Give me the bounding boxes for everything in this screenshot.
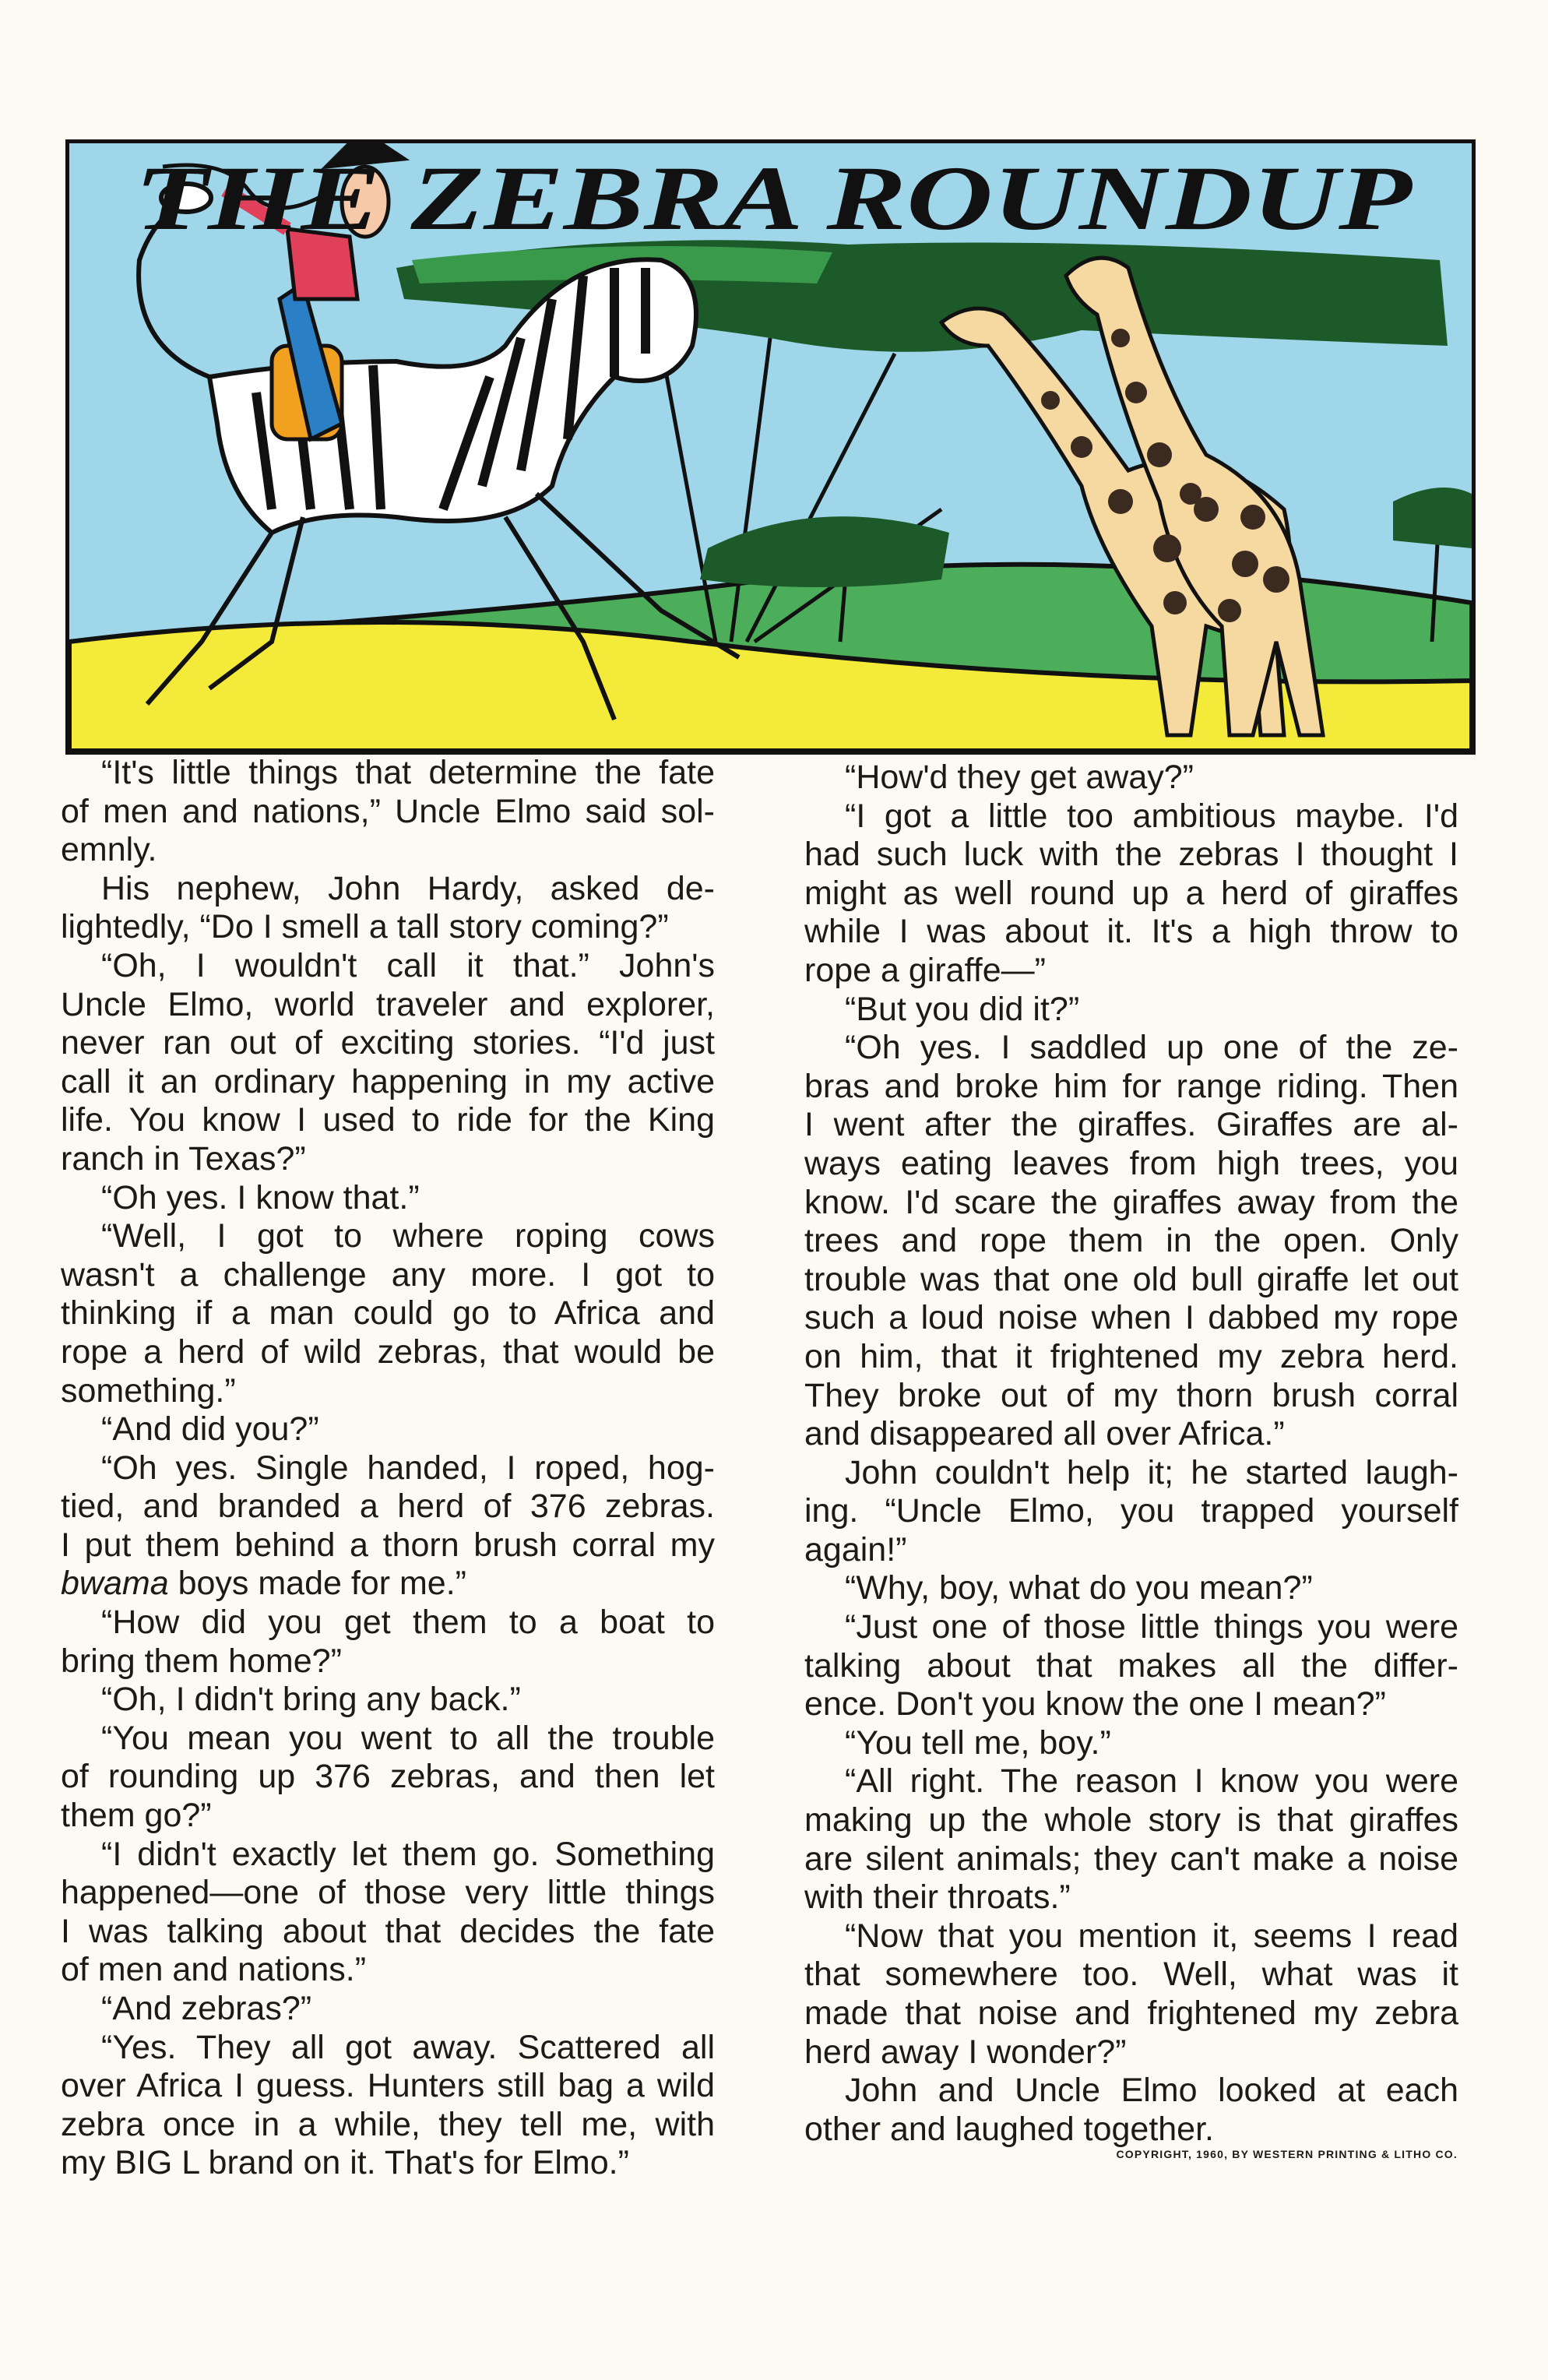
text-line: ranch in Texas?” xyxy=(61,1139,306,1178)
text-line: “You mean you went to all the trouble xyxy=(101,1719,715,1757)
text-line: thinking if a man could go to Africa and xyxy=(61,1294,715,1333)
text-line: trees and rope them in the open. Only xyxy=(804,1222,1458,1260)
text-line: “Oh yes. I know that.” xyxy=(101,1178,420,1216)
text-line: “Yes. They all got away. Scattered all xyxy=(101,2028,715,2066)
text-line: happened—one of those very little things xyxy=(61,1874,715,1912)
text-line: that somewhere too. Well, what was it xyxy=(804,1956,1458,1994)
paragraph xyxy=(804,2072,1458,2149)
text-line: on him, that it frightened my zebra herd. xyxy=(804,1337,1458,1375)
text-line: such a loud noise when I dabbed my rope xyxy=(804,1299,1458,1337)
paragraph xyxy=(804,1917,1458,2072)
text-line: ence. Don't you know the one I mean?” xyxy=(804,1685,1386,1723)
text-line: bwama boys made for me.” xyxy=(61,1565,466,1603)
text-line: John couldn't help it; he started laugh- xyxy=(845,1453,1458,1491)
text-line: had such luck with the zebras I thought I xyxy=(804,836,1458,874)
text-line: “And zebras?” xyxy=(101,1990,312,2027)
text-line: I was talking about that decides the fate xyxy=(61,1912,715,1950)
text-line: “Oh yes. Single handed, I roped, hog- xyxy=(101,1449,715,1487)
text-line: Uncle Elmo, world traveler and explorer, xyxy=(61,985,715,1023)
text-line: “I didn't exactly let them go. Something xyxy=(101,1835,715,1873)
paragraph xyxy=(804,1454,1458,1570)
text-line: talking about that makes all the differ- xyxy=(804,1646,1458,1685)
text-line: call it an ordinary happening in my active xyxy=(61,1062,715,1100)
text-line: ing. “Uncle Elmo, you trapped yourself xyxy=(804,1492,1458,1530)
paragraph xyxy=(61,1990,715,2029)
text-line: “How'd they get away?” xyxy=(845,759,1194,796)
text-line: “You tell me, boy.” xyxy=(845,1723,1111,1762)
paragraph xyxy=(61,2029,715,2183)
text-line: bring them home?” xyxy=(61,1642,342,1680)
text-line: “Oh, I wouldn't call it that.” John's xyxy=(101,946,715,984)
text-line: lightedly, “Do I smell a tall story coming?” xyxy=(61,908,669,946)
text-line: life. You know I used to ride for the King xyxy=(61,1101,715,1139)
copyright-notice: COPYRIGHT, 1960, BY WESTERN PRINTING & LITHO CO. xyxy=(1116,2148,1458,2160)
text-line: bras and broke him for range riding. Then xyxy=(804,1067,1458,1105)
text-line: “Oh yes. I saddled up one of the ze- xyxy=(845,1029,1458,1067)
paragraph xyxy=(61,1720,715,1836)
text-line: my BIG L brand on it. That's for Elmo.” xyxy=(61,2144,629,2182)
paragraph xyxy=(804,1608,1458,1724)
paragraph xyxy=(804,1029,1458,1454)
text-line: might as well round up a herd of giraffes xyxy=(804,874,1458,912)
paragraph xyxy=(61,1681,715,1720)
story-title: THE ZEBRA ROUNDUP xyxy=(135,147,1413,249)
text-line: I went after the giraffes. Giraffes are al- xyxy=(804,1106,1458,1144)
text-line: them go?” xyxy=(61,1797,212,1835)
text-line: over Africa I guess. Hunters still bag a wild xyxy=(61,2067,715,2105)
paragraph xyxy=(804,797,1458,991)
paragraph xyxy=(804,1724,1458,1763)
text-line: other and laughed together. xyxy=(804,2110,1214,2148)
paragraph xyxy=(61,1604,715,1681)
paragraph xyxy=(804,759,1458,797)
text-line: wasn't a challenge any more. I got to xyxy=(61,1255,715,1294)
paragraph xyxy=(804,1569,1458,1608)
paragraph xyxy=(61,1179,715,1218)
text-line: of rounding up 376 zebras, and then let xyxy=(61,1758,715,1796)
paragraph xyxy=(61,1410,715,1449)
text-line: herd away I wonder?” xyxy=(804,2033,1127,2071)
italic-word: bwama xyxy=(61,1565,169,1603)
paragraph xyxy=(804,1762,1458,1917)
text-line: trouble was that one old bull giraffe let out xyxy=(804,1260,1458,1298)
paragraph xyxy=(61,754,715,870)
text-line: His nephew, John Hardy, asked de- xyxy=(101,869,715,907)
paragraph xyxy=(61,947,715,1179)
text-line: something.” xyxy=(61,1371,236,1410)
text-line: while I was about it. It's a high throw to xyxy=(804,913,1458,951)
text-line: John and Uncle Elmo looked at each xyxy=(845,2072,1458,2110)
text-line: I put them behind a thorn brush corral my xyxy=(61,1526,715,1564)
text-line: made that noise and frightened my zebra xyxy=(804,1994,1458,2032)
text-line: are silent animals; they can't make a noise xyxy=(804,1840,1458,1878)
text-line: “And did you?” xyxy=(101,1410,319,1449)
text-line: “Now that you mention it, seems I read xyxy=(845,1917,1458,1955)
paragraph xyxy=(61,1836,715,1990)
text-line: again!” xyxy=(804,1530,907,1568)
text-line: and disappeared all over Africa.” xyxy=(804,1415,1285,1453)
story-column-right xyxy=(804,759,1458,2149)
text-line: “All right. The reason I know you were xyxy=(845,1762,1458,1801)
text-line: “I got a little too ambitious maybe. I'd xyxy=(845,797,1458,835)
text-line: zebra once in a while, they tell me, with xyxy=(61,2105,715,2143)
text-line: “How did you get them to a boat to xyxy=(101,1604,715,1642)
text-line: of men and nations,” Uncle Elmo said sol- xyxy=(61,792,715,830)
text-line: “Why, boy, what do you mean?” xyxy=(845,1569,1313,1607)
text-line: “Just one of those little things you were xyxy=(845,1608,1458,1646)
text-line: emnly. xyxy=(61,831,157,869)
text-line: “Oh, I didn't bring any back.” xyxy=(101,1681,521,1719)
text-line: tied, and branded a herd of 376 zebras. xyxy=(61,1488,715,1526)
text-line: “But you did it?” xyxy=(845,990,1080,1028)
paragraph xyxy=(61,1217,715,1410)
text-line: of men and nations.” xyxy=(61,1951,367,1989)
title-illustration-panel xyxy=(65,139,1476,755)
text-line: rope a giraffe—” xyxy=(804,951,1046,989)
story-column-left xyxy=(61,754,715,2183)
paragraph xyxy=(61,1449,715,1604)
text-line: “Well, I got to where roping cows xyxy=(101,1217,715,1255)
text-line: ways eating leaves from high trees, you xyxy=(804,1144,1458,1182)
text-line: making up the whole story is that giraffes xyxy=(804,1801,1458,1840)
text-line: “It's little things that determine the fate xyxy=(101,754,715,791)
text-line: They broke out of my thorn brush corral xyxy=(804,1376,1458,1414)
text-line: know. I'd scare the giraffes away from the xyxy=(804,1183,1458,1221)
paragraph xyxy=(804,991,1458,1030)
text-line: with their throats.” xyxy=(804,1878,1071,1917)
zebra-roundup-illustration xyxy=(69,143,1472,751)
text-line: never ran out of exciting stories. “I'd just xyxy=(61,1024,715,1062)
paragraph xyxy=(61,870,715,947)
text-line: rope a herd of wild zebras, that would be xyxy=(61,1333,715,1371)
